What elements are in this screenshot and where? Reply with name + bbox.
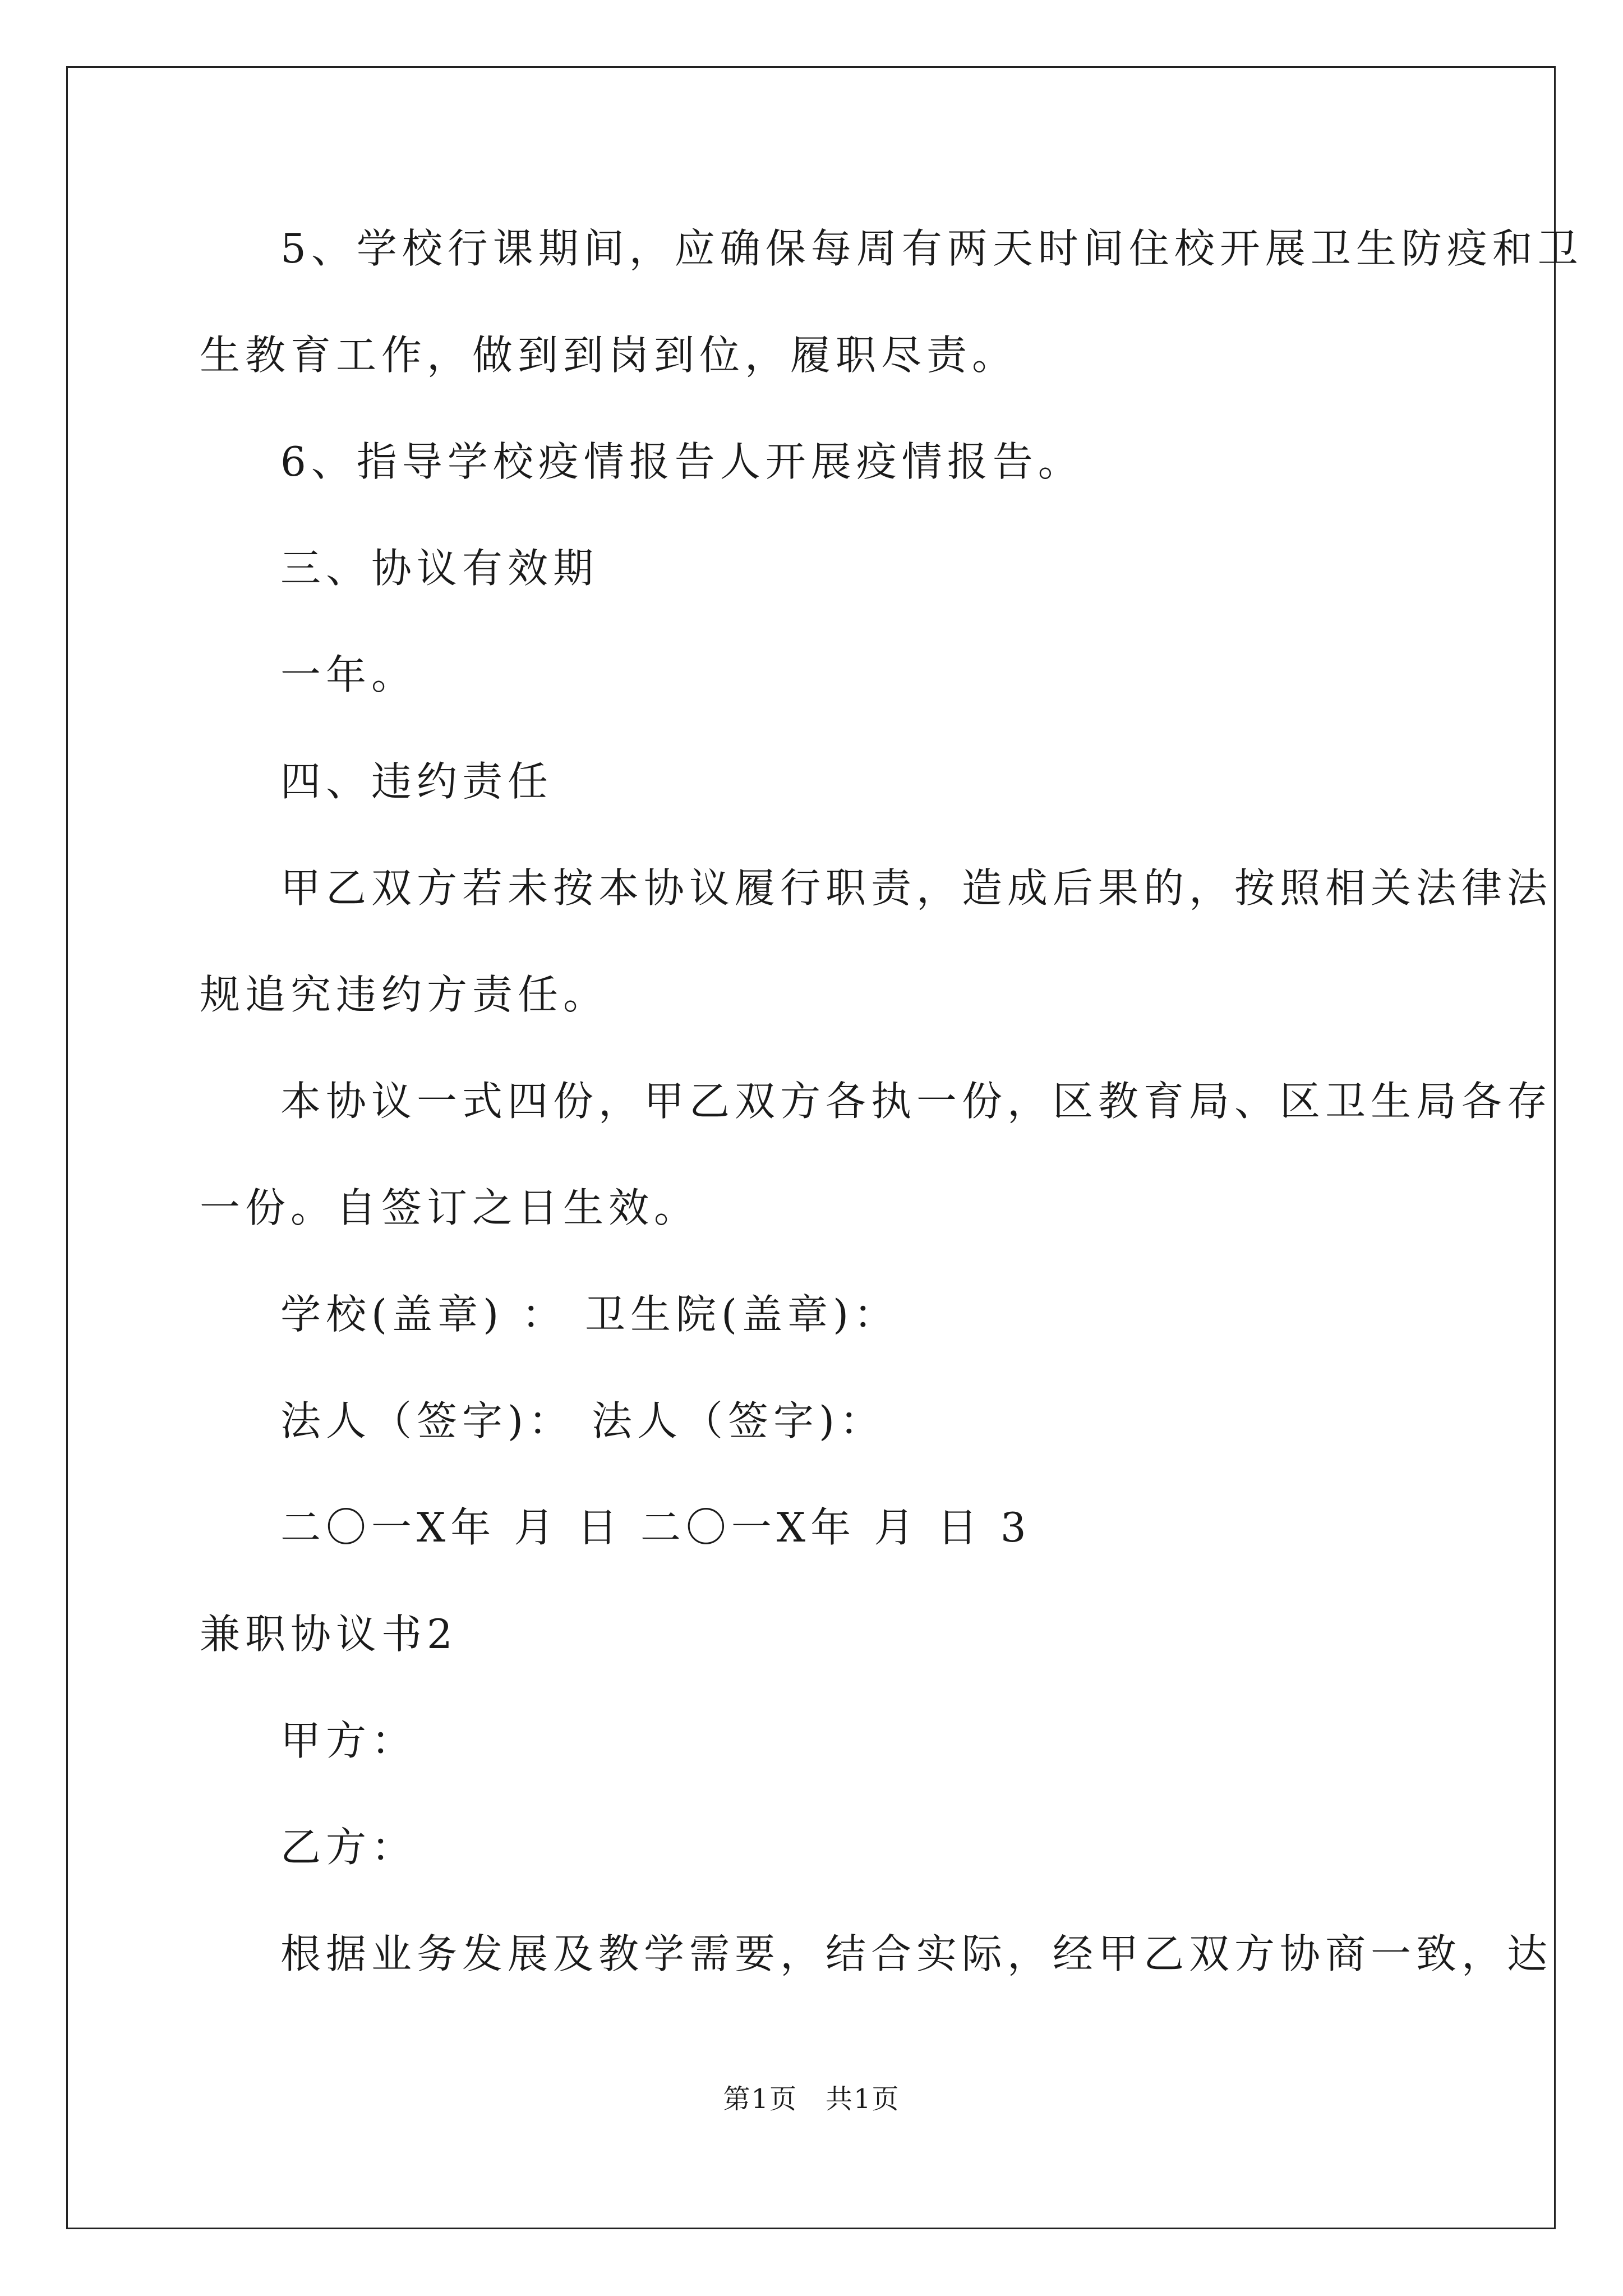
signature-line: 法人（签字)： 法人（签字)： [280,1397,886,1444]
date-line: 二〇一X年 月 日 二〇一X年 月 日 3 [280,1504,1031,1551]
copies-paragraph-continued: 一份。自签订之日生效。 [200,1184,700,1231]
paragraph-item-5-continued: 生教育工作，做到到岗到位，履职尽责。 [200,332,1018,379]
seal-line: 学校(盖章) ： 卫生院(盖章)： [280,1291,900,1338]
paragraph-item-5: 5、学校行课期间，应确保每周有两天时间住校开展卫生防疫和卫 [280,225,1583,272]
liability-paragraph-continued: 规追究违约方责任。 [200,971,609,1018]
party-a-line: 甲方： [280,1717,417,1764]
document-title: 兼职协议书2 [200,1611,458,1658]
section-heading-liability: 四、违约责任 [280,758,554,805]
section-heading-validity: 三、协议有效期 [280,545,599,592]
liability-paragraph: 甲乙双方若未按本协议履行职责，造成后果的，按照相关法律法 [280,864,1553,912]
page-number-footer: 第1页 共1页 [723,2083,900,2115]
validity-value: 一年。 [280,651,417,698]
copies-paragraph: 本协议一式四份，甲乙双方各执一份，区教育局、区卫生局各存 [280,1078,1553,1125]
page-border [66,66,1556,2229]
intro-paragraph: 根据业务发展及教学需要，结合实际，经甲乙双方协商一致，达 [280,1930,1553,1977]
paragraph-item-6: 6、指导学校疫情报告人开展疫情报告。 [280,438,1083,485]
party-b-line: 乙方： [280,1824,417,1871]
